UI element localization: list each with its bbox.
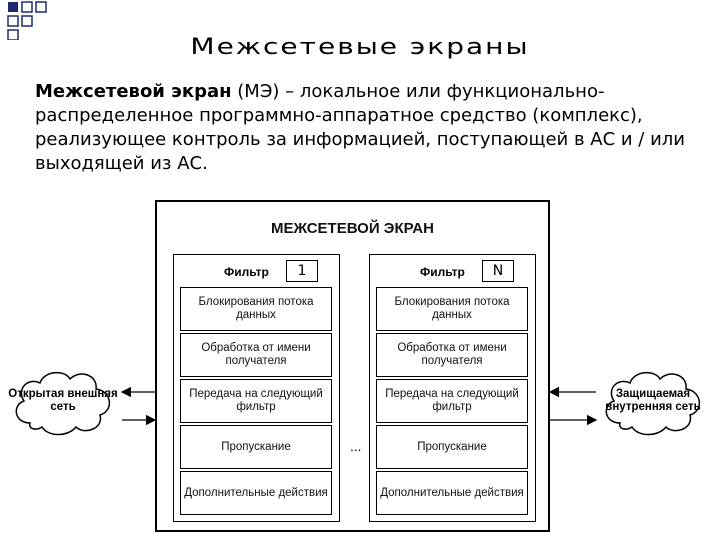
slide-title: Межсетевые экраны [190, 33, 530, 60]
step-process: Обработка от имени получателя [180, 333, 332, 377]
filter-1-box [173, 254, 340, 522]
filter-number: N [482, 260, 514, 282]
internal-network-label: Защищаемая внутренняя сеть [605, 388, 701, 413]
external-network-label: Открытая внешняя сеть [8, 388, 118, 413]
filter-label: Фильтр [420, 265, 465, 279]
filter-number: 1 [286, 260, 318, 282]
step-block: Блокирования потока данных [180, 287, 332, 331]
step-forward: Передача на следующий фильтр [376, 379, 528, 423]
step-extra: Дополнительные действия [180, 471, 332, 515]
definition-term: Межсетевой экран [35, 81, 232, 102]
step-forward: Передача на следующий фильтр [180, 379, 332, 423]
filter-n-box [369, 254, 536, 522]
step-pass: Пропускание [376, 425, 528, 469]
step-pass: Пропускание [180, 425, 332, 469]
filters-ellipsis: ... [350, 440, 362, 454]
firewall-title: МЕЖСЕТЕВОЙ ЭКРАН [271, 220, 434, 237]
external-network-cloud [8, 365, 118, 437]
definition-text: – локальное или функционально-распределенное программно-аппаратное средство (комплекс), реализующее контроль за информацией, поступающей в АС и / или выходящей из АС. [35, 81, 685, 174]
step-process: Обработка от имени получателя [376, 333, 528, 377]
filter-label: Фильтр [224, 265, 269, 279]
internal-network-cloud [598, 365, 708, 437]
step-block: Блокирования потока данных [376, 287, 528, 331]
definition-abbr: (МЭ) [237, 81, 280, 102]
step-extra: Дополнительные действия [376, 471, 528, 515]
firewall-box [155, 200, 550, 532]
